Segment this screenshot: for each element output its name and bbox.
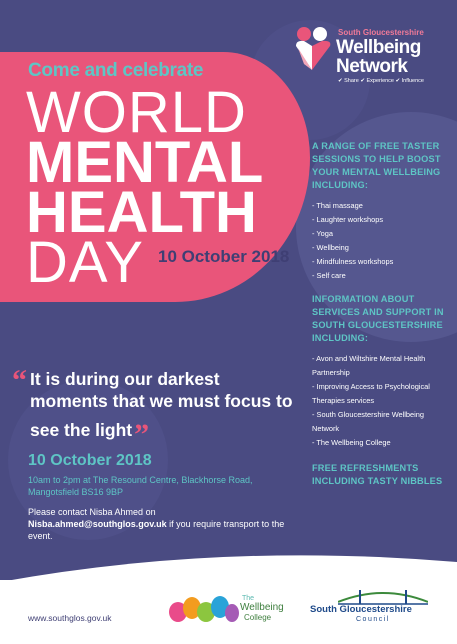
college-the: The xyxy=(242,595,255,602)
sessions-list xyxy=(312,199,452,283)
council-logo xyxy=(308,588,448,632)
logo-tagline: ✔ Share ✔ Experience ✔ Influence xyxy=(338,78,424,84)
council-sub: Council xyxy=(356,616,390,623)
list-item: - Self care xyxy=(312,271,346,280)
list-item: - Improving Access to Psychological Therapies services xyxy=(312,382,430,405)
list-item: - The Wellbeing College xyxy=(312,438,391,447)
contact-email-link[interactable]: Nisba.ahmed@southglos.gov.uk xyxy=(28,519,167,529)
logo-name-line2: Network xyxy=(336,56,408,77)
list-item: - Wellbeing xyxy=(312,243,349,252)
quote-body: It is during our darkest moments that we must focus to see the light xyxy=(30,369,293,440)
council-name: South Gloucestershire xyxy=(310,604,412,615)
speech-bubbles-icon xyxy=(168,592,240,628)
logo-org: South Gloucestershire xyxy=(338,28,424,37)
sessions-heading: A RANGE OF FREE TASTER SESSIONS TO HELP BOOST YOUR MENTAL WELLBEING INCLUDING: xyxy=(312,141,441,190)
headline-date: 10 October 2018 xyxy=(158,247,290,266)
list-item: - Yoga xyxy=(312,229,333,238)
contact-suffix: if you require transport to the event. xyxy=(28,519,285,541)
list-item: - South Gloucestershire Wellbeing Network xyxy=(312,410,425,433)
list-item: - Mindfulness workshops xyxy=(312,257,394,266)
info-column xyxy=(312,140,452,488)
event-time-place: 10am to 2pm at The Resound Centre, Blackhorse Road, Mangotsfield BS16 9BP xyxy=(28,475,253,497)
open-quote-mark: “ xyxy=(12,364,27,397)
college-name: Wellbeing xyxy=(240,602,284,613)
list-item: - Avon and Wiltshire Mental Health Partnership xyxy=(312,354,426,377)
list-item: - Thai massage xyxy=(312,201,363,210)
services-heading: INFORMATION ABOUT SERVICES AND SUPPORT IN SOUTH GLOUCESTERSHIRE INCLUDING: xyxy=(312,294,444,343)
hearts-icon xyxy=(292,24,336,80)
intro-text: Come and celebrate xyxy=(28,60,204,81)
headline-world: WORLD xyxy=(26,80,247,145)
contact-info xyxy=(28,506,293,542)
list-item: - Laughter workshops xyxy=(312,215,384,224)
logo-name-line1: Wellbeing xyxy=(336,37,421,58)
headline-mental: MENTAL xyxy=(26,130,264,195)
headline-health: HEALTH xyxy=(26,180,257,245)
wellbeing-network-logo xyxy=(292,24,452,88)
close-quote-mark: ” xyxy=(134,418,150,451)
quote-text xyxy=(30,368,298,451)
website-link[interactable]: www.southglos.gov.uk xyxy=(28,613,112,623)
headline-day: DAY xyxy=(26,230,144,295)
college-word: College xyxy=(244,613,272,622)
refreshments-note: FREE REFRESHMENTS INCLUDING TASTY NIBBLES xyxy=(312,463,443,486)
wellbeing-college-logo xyxy=(168,592,288,628)
services-list xyxy=(312,352,452,450)
event-date: 10 October 2018 xyxy=(28,452,152,469)
contact-prefix: Please contact Nisba Ahmed on xyxy=(28,507,156,517)
